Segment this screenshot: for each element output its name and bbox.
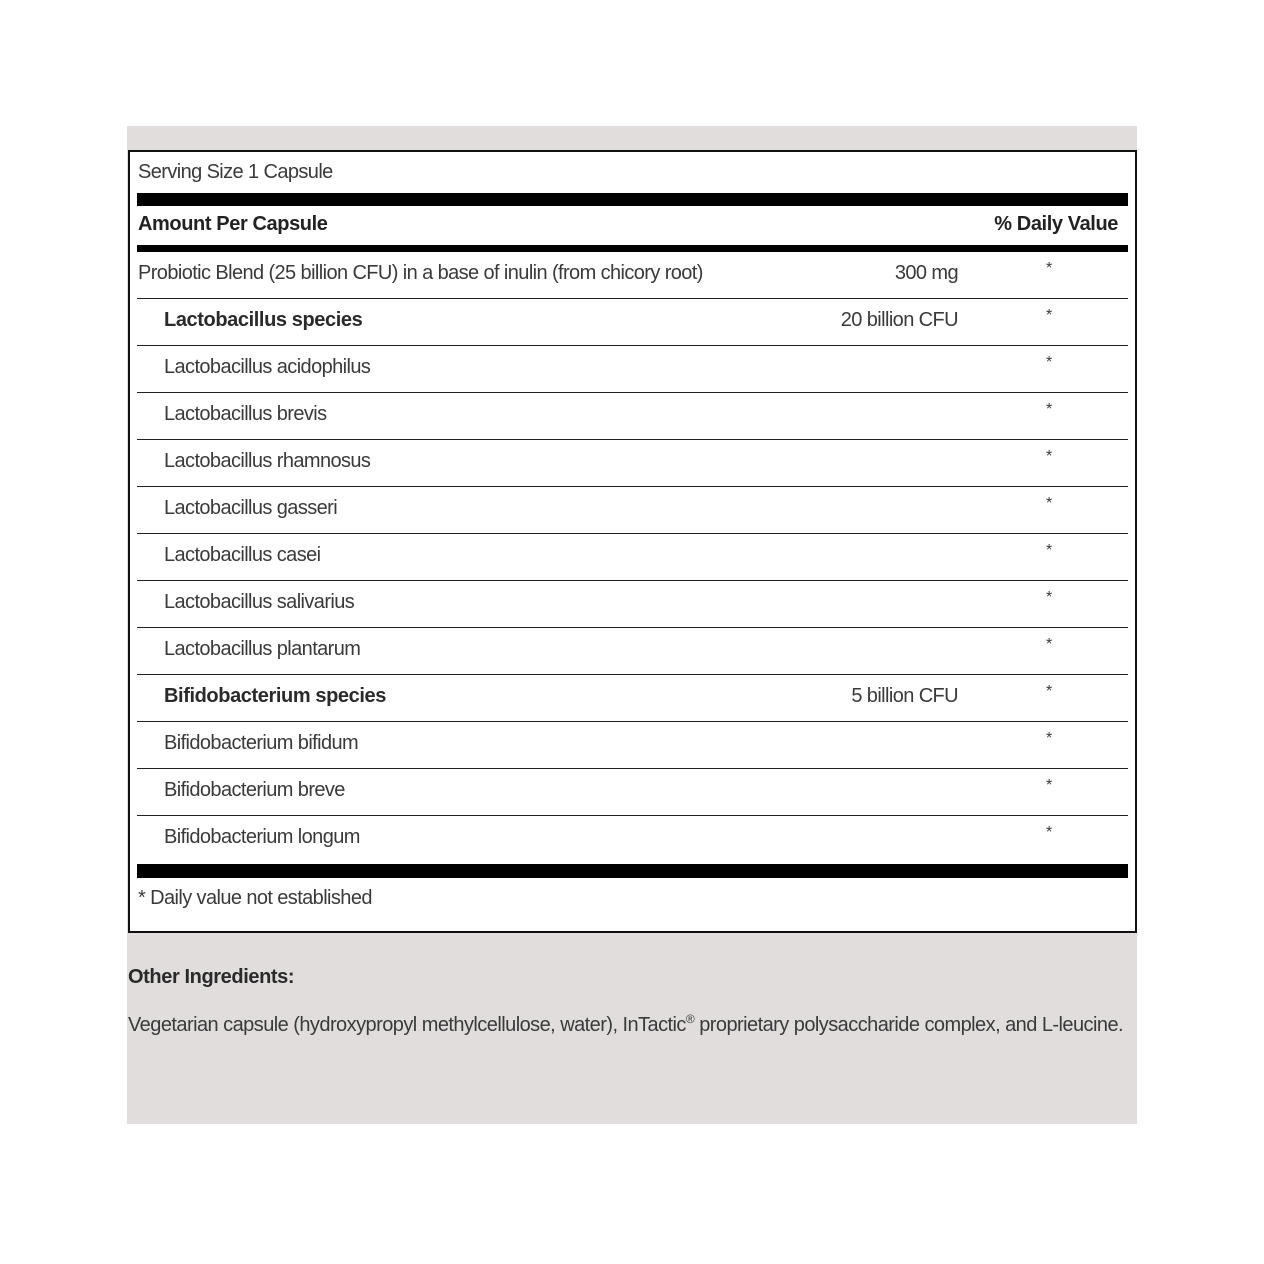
registered-mark: ® [685, 1012, 695, 1026]
ingredient-amount: 300 mg [894, 262, 958, 284]
ingredient-daily-value: * [1046, 824, 1053, 841]
ingredient-name: Lactobacillus rhamnosus [164, 450, 371, 472]
table-row [137, 346, 1128, 393]
ingredient-daily-value: * [1046, 683, 1053, 700]
ingredient-name: Lactobacillus acidophilus [164, 356, 371, 378]
ingredient-daily-value: * [1046, 542, 1053, 559]
ingredient-daily-value: * [1046, 354, 1053, 371]
ingredient-daily-value: * [1046, 730, 1053, 747]
ingredient-name: Lactobacillus plantarum [164, 638, 361, 660]
other-ingredients-text-end: proprietary polysaccharide complex, and L-leucine. [694, 1014, 1124, 1036]
supplement-facts-table [128, 150, 1137, 933]
table-row [137, 581, 1128, 628]
daily-value-header: % Daily Value [994, 213, 1118, 235]
ingredient-daily-value: * [1046, 307, 1053, 324]
ingredient-daily-value: * [1046, 777, 1053, 794]
other-ingredients-text-start: Vegetarian capsule (hydroxypropyl methylcellulose, water), InTactic [128, 1014, 686, 1036]
table-row [137, 487, 1128, 534]
other-ingredients-title: Other Ingredients: [128, 966, 295, 988]
table-row [137, 722, 1128, 769]
ingredient-name: Bifidobacterium longum [164, 826, 360, 848]
ingredient-name: Lactobacillus salivarius [164, 591, 355, 613]
ingredient-name: Lactobacillus casei [164, 544, 321, 566]
table-row [137, 393, 1128, 440]
ingredient-amount: 5 billion CFU [851, 685, 958, 707]
ingredient-name: Bifidobacterium species [164, 685, 386, 707]
divider-thick-bottom [137, 864, 1128, 878]
table-row [137, 252, 1128, 299]
ingredient-amount: 20 billion CFU [840, 309, 958, 331]
serving-size: Serving Size 1 Capsule [138, 161, 333, 183]
ingredient-name: Bifidobacterium bifidum [164, 732, 359, 754]
ingredient-daily-value: * [1046, 401, 1053, 418]
daily-value-footnote: * Daily value not established [138, 887, 372, 909]
table-row [137, 628, 1128, 675]
ingredient-daily-value: * [1046, 260, 1053, 277]
ingredient-name: Bifidobacterium breve [164, 779, 345, 801]
ingredient-name: Probiotic Blend (25 billion CFU) in a base of inulin (from chicory root) [138, 262, 703, 284]
ingredient-daily-value: * [1046, 636, 1053, 653]
table-row [137, 816, 1128, 863]
table-row [137, 299, 1128, 346]
ingredient-name: Lactobacillus species [164, 309, 363, 331]
ingredient-daily-value: * [1046, 495, 1053, 512]
ingredient-rows [137, 252, 1128, 863]
ingredient-name: Lactobacillus brevis [164, 403, 327, 425]
table-row [137, 440, 1128, 487]
divider-thick [137, 193, 1128, 206]
amount-per-capsule-header: Amount Per Capsule [138, 213, 328, 235]
table-row [137, 534, 1128, 581]
ingredient-daily-value: * [1046, 589, 1053, 606]
other-ingredients-text [128, 1012, 1134, 1038]
table-row [137, 769, 1128, 816]
table-row [137, 675, 1128, 722]
ingredient-name: Lactobacillus gasseri [164, 497, 338, 519]
divider-medium [137, 245, 1128, 252]
ingredient-daily-value: * [1046, 448, 1053, 465]
